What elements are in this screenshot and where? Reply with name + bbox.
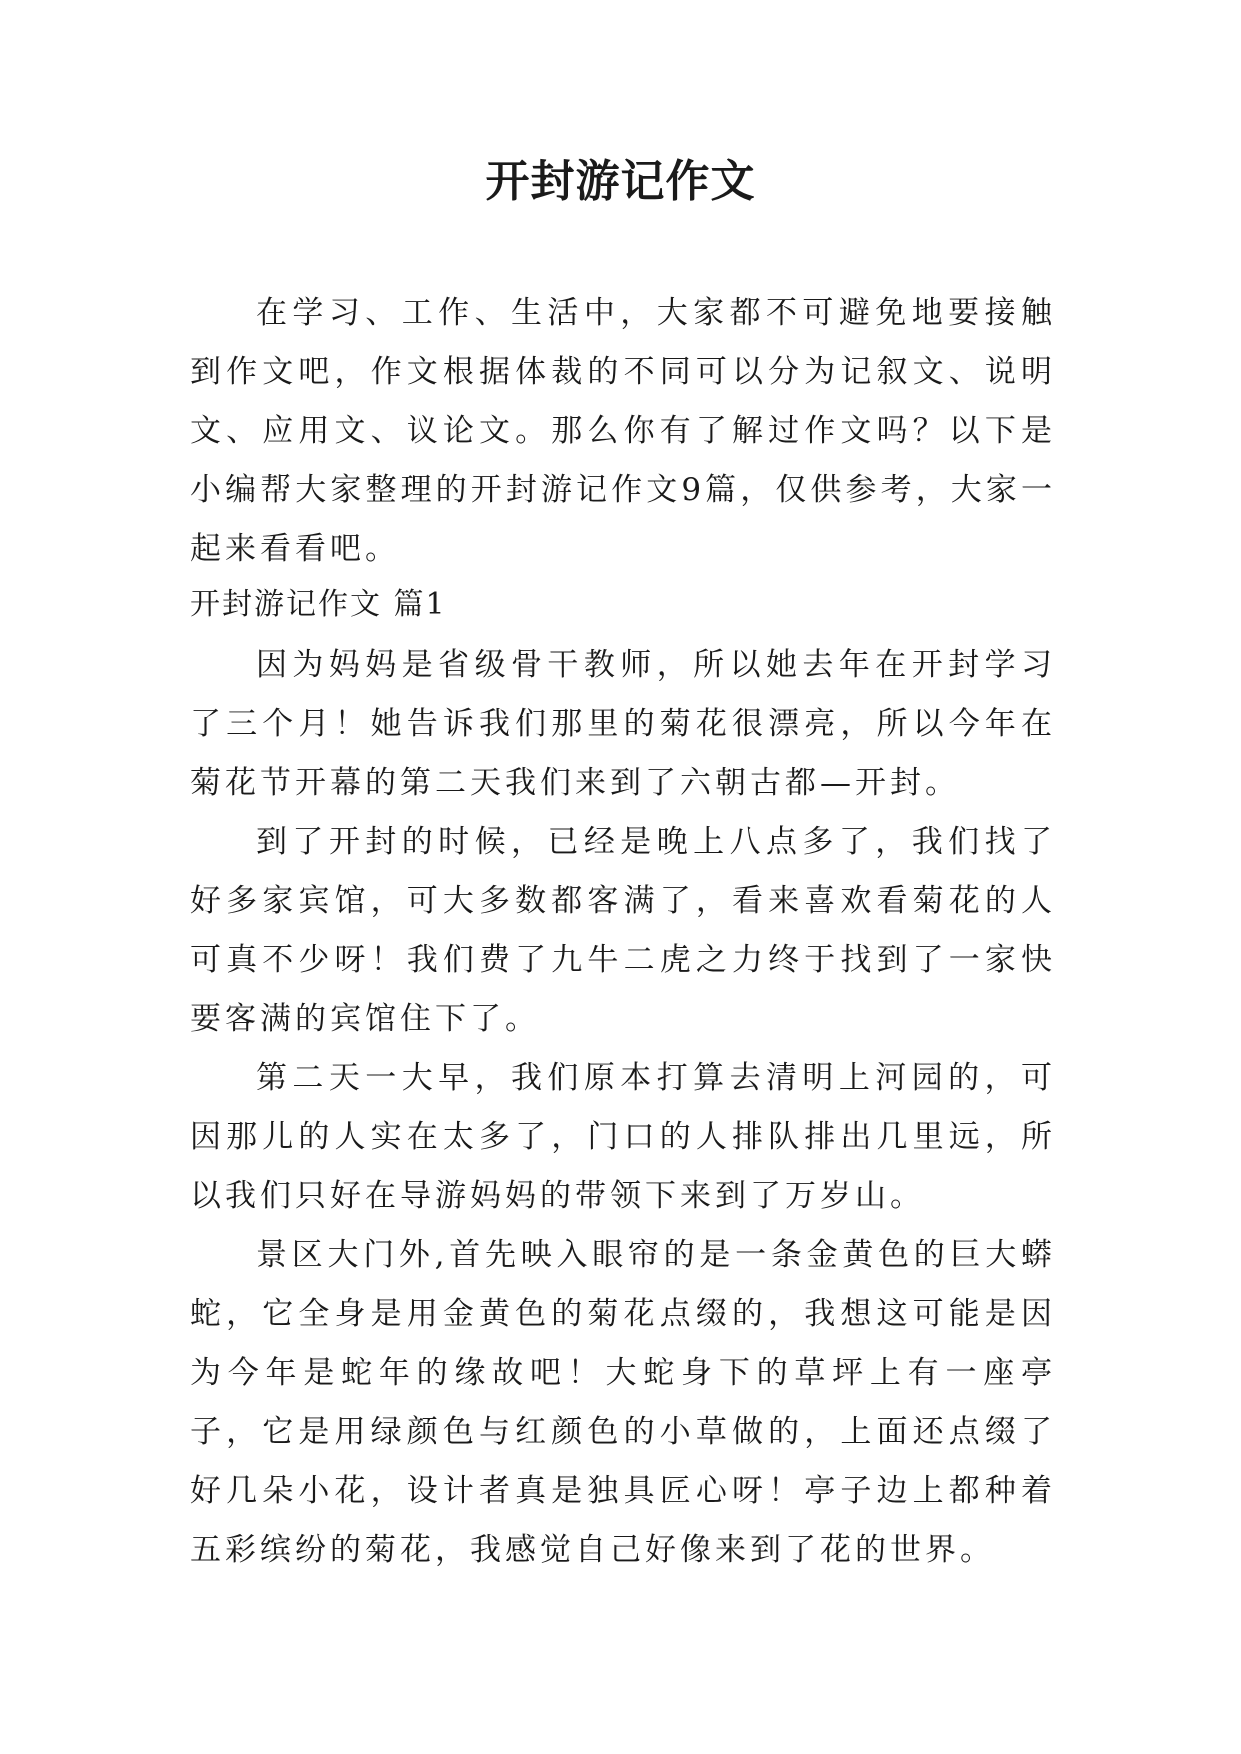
essay-paragraph: 因为妈妈是省级骨干教师，所以她去年在开封学习了三个月！她告诉我们那里的菊花很漂亮，所以今年在菊花节开幕的第二天我们来到了六朝古都—开封。 — [190, 647, 1056, 801]
intro-block — [190, 284, 1056, 579]
essay-paragraph: 景区大门外,首先映入眼帘的是一条金黄色的巨大蟒蛇，它全身是用金黄色的菊花点缀的，我想这可能是因为今年是蛇年的缘故吧！大蛇身下的草坪上有一座亭子，它是用绿颜色与红颜色的小草做的，上面还点缀了好几朵小花，设计者真是独具匠心呀！亭子边上都种着五彩缤纷的菊花，我感觉自己好像来到了花的世界。 — [190, 1237, 1056, 1568]
essay-paragraph: 到了开封的时候，已经是晚上八点多了，我们找了好多家宾馆，可大多数都客满了，看来喜欢看菊花的人可真不少呀！我们费了九牛二虎之力终于找到了一家快要客满的宾馆住下了。 — [190, 824, 1056, 1037]
document-title: 开封游记作文 — [485, 156, 756, 207]
section-heading: 开封游记作文 篇1 — [190, 587, 447, 622]
intro-paragraph: 在学习、工作、生活中，大家都不可避免地要接触到作文吧，作文根据体裁的不同可以分为记叙文、说明文、应用文、议论文。那么你有了解过作文吗？以下是小编帮大家整理的开封游记作文9篇，仅供参考，大家一起来看看吧。 — [190, 295, 1056, 567]
essay-body — [190, 636, 1056, 1580]
essay-paragraph: 第二天一大早，我们原本打算去清明上河园的，可因那儿的人实在太多了，门口的人排队排出几里远，所以我们只好在导游妈妈的带领下来到了万岁山。 — [190, 1060, 1056, 1214]
